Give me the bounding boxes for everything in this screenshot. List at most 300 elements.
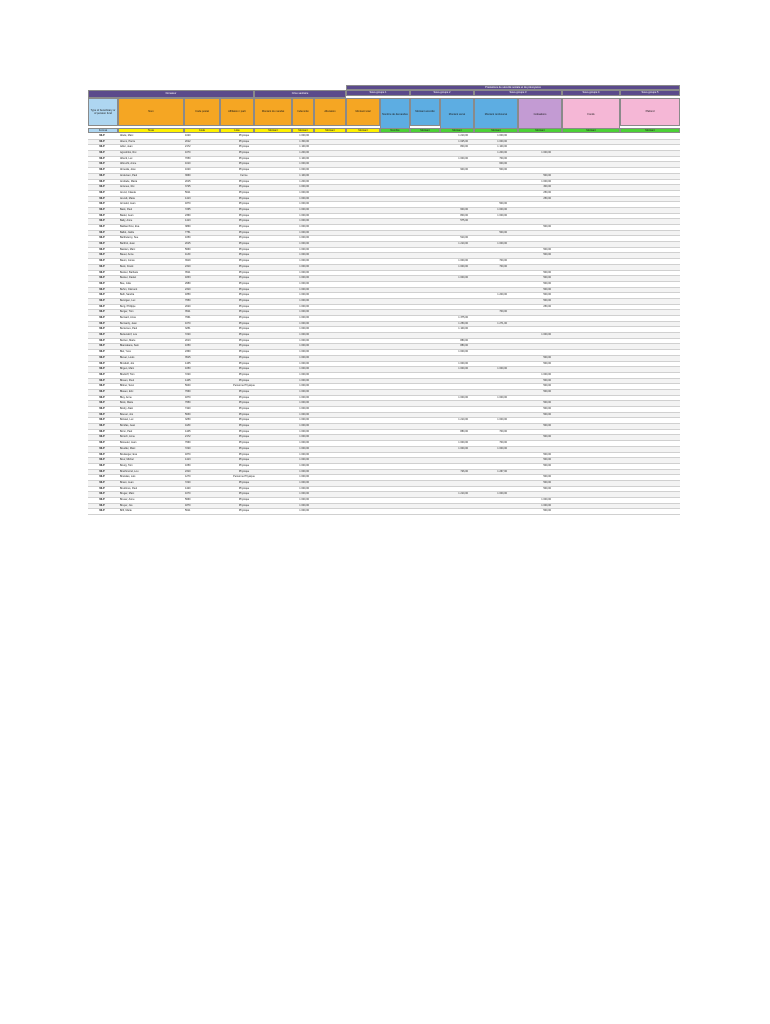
cell-v3 xyxy=(511,236,551,241)
cell-v3 xyxy=(511,157,551,162)
cell-v2: 1 000,00 xyxy=(497,213,507,217)
cell-v2: 1 000,00 xyxy=(497,418,507,422)
cell-v3 xyxy=(511,396,551,401)
col-title-1: Nom xyxy=(118,98,184,126)
cell-v4 xyxy=(607,435,637,440)
cell-party: Physique xyxy=(238,338,250,342)
cell-v4 xyxy=(607,168,637,173)
cell-mand: 1 000,00 xyxy=(299,293,309,297)
cell-v3: 1 000,00 xyxy=(541,179,551,183)
format-cell-4: Montant xyxy=(254,128,292,133)
cell-name: Barthol, Jean xyxy=(120,242,135,246)
cell-v4 xyxy=(607,367,637,372)
cell-kind: MLP xyxy=(99,213,105,217)
table-row xyxy=(88,509,680,515)
cell-v4 xyxy=(607,481,637,486)
cell-party: Physique xyxy=(238,156,250,160)
sub-group-1: Sous-groupe 2 xyxy=(410,90,474,96)
top-banner: Prestations de sécurité sociale et de prévoyance xyxy=(346,85,680,90)
cell-party: Physique xyxy=(238,151,250,155)
cell-kind: MLP xyxy=(99,401,105,405)
cell-name: Borsch, Anne xyxy=(120,435,135,439)
cell-post: 3511 xyxy=(185,310,191,314)
cell-party: Physique xyxy=(238,350,250,354)
cell-name: Albrecht, Anne xyxy=(120,162,137,166)
cell-name: Baldacchino, Eva xyxy=(120,225,140,228)
cell-mand: 1 000,00 xyxy=(299,264,309,268)
cell-party: Physique xyxy=(238,429,250,433)
cell-v1 xyxy=(434,458,468,463)
cell-v4 xyxy=(607,219,637,224)
cell-party: Physique xyxy=(238,287,250,291)
cell-v3: 500,00 xyxy=(543,355,551,359)
col-title-14: Plafond xyxy=(620,98,680,126)
cell-v1 xyxy=(434,282,468,287)
cell-v3: 500,00 xyxy=(543,276,551,280)
cell-v4 xyxy=(607,282,637,287)
cell-kind: MLP xyxy=(99,367,105,371)
cell-mand: 1 000,00 xyxy=(299,310,309,314)
cell-v2: 500,00 xyxy=(499,168,507,172)
cell-kind: MLP xyxy=(99,480,105,484)
cell-kind: MLP xyxy=(99,412,105,416)
cell-v4 xyxy=(607,310,637,315)
cell-kind: MLP xyxy=(99,304,105,308)
cell-v1 xyxy=(434,487,468,492)
cell-kind: MLP xyxy=(99,407,105,410)
cell-mand: 1 000,00 xyxy=(299,367,309,371)
cell-v1 xyxy=(434,379,468,384)
cell-v3: 250,00 xyxy=(543,190,551,194)
cell-post: 5630 xyxy=(185,412,191,416)
cell-v2 xyxy=(473,498,507,503)
cell-post: 7220 xyxy=(185,372,191,376)
cell-v1: 880,00 xyxy=(460,338,468,342)
cell-party: Physique xyxy=(238,361,250,365)
cell-mand: 1 000,00 xyxy=(299,463,309,467)
cell-mand: 1 000,00 xyxy=(299,372,309,376)
cell-kind: MLP xyxy=(99,469,105,473)
cell-kind: MLP xyxy=(99,429,105,433)
cell-party: Physique xyxy=(238,452,250,456)
cell-party: Physique xyxy=(238,469,250,473)
cell-mand: 1 000,00 xyxy=(299,333,309,337)
cell-post: 1413 xyxy=(185,219,191,223)
cell-v4 xyxy=(607,231,637,236)
cell-v2: 1 000,00 xyxy=(497,134,507,137)
cell-name: Bernardy, Jean xyxy=(120,321,137,325)
cell-post: 2310 xyxy=(185,264,191,268)
cell-v2 xyxy=(473,356,507,361)
cell-post: 7050 xyxy=(185,156,191,160)
cell-v3: 500,00 xyxy=(543,435,551,439)
cell-v3: 1 000,00 xyxy=(541,503,551,507)
format-cell-5: Montant xyxy=(292,128,314,133)
cell-name: Back, Paul xyxy=(120,207,132,211)
cell-kind: MLP xyxy=(99,190,105,194)
cell-kind: MLP xyxy=(99,452,105,456)
cell-kind: MLP xyxy=(99,384,105,388)
cell-v1: 800,00 xyxy=(460,213,468,217)
cell-v2 xyxy=(473,225,507,230)
cell-party: Physique xyxy=(238,372,250,376)
cell-name: Arend, Claude xyxy=(120,190,136,194)
cell-name: Becker, Daniel xyxy=(120,276,137,280)
cell-v4 xyxy=(607,430,637,435)
cell-name: Abelé, Marc xyxy=(120,134,134,137)
cell-v1 xyxy=(434,174,468,179)
spreadsheet xyxy=(88,85,680,513)
cell-v1: 1 000,00 xyxy=(458,441,468,445)
cell-v4 xyxy=(607,174,637,179)
cell-v3 xyxy=(511,418,551,423)
cell-v3 xyxy=(511,259,551,264)
cell-mand: 1 000,00 xyxy=(299,162,309,166)
cell-mand: 1 000,00 xyxy=(299,304,309,308)
cell-mand: 1 000,00 xyxy=(299,270,309,274)
cell-v4 xyxy=(607,384,637,389)
cell-name: Ballot, Joëlle xyxy=(120,230,135,234)
cell-name: Bernard, Anne xyxy=(120,316,136,319)
col-title-12: Cotisations xyxy=(518,98,562,131)
cell-v1 xyxy=(434,401,468,406)
cell-post: 7650 xyxy=(185,401,191,405)
cell-mand: 1 000,00 xyxy=(299,407,309,410)
format-cell-9: Montant xyxy=(410,128,440,133)
cell-mand: 1 000,00 xyxy=(299,276,309,280)
cell-v2: 700,00 xyxy=(499,310,507,314)
cell-mand: 1 000,00 xyxy=(299,259,309,263)
format-cell-2: Code xyxy=(184,128,220,133)
cell-v3: 500,00 xyxy=(543,247,551,251)
col-title-11: Montant remboursé xyxy=(474,98,518,131)
cell-v3 xyxy=(511,470,551,475)
cell-kind: MLP xyxy=(99,293,105,297)
cell-v1: 1 000,00 xyxy=(458,361,468,365)
cell-v1 xyxy=(434,271,468,276)
cell-v1: 1 210,00 xyxy=(458,242,468,246)
cell-v2 xyxy=(473,481,507,486)
cell-v3: 300,00 xyxy=(543,185,551,189)
cell-party: Physique xyxy=(238,492,250,496)
format-cell-10: Montant xyxy=(440,128,474,133)
cell-party: Physique xyxy=(238,480,250,484)
cell-kind: MLP xyxy=(99,446,105,450)
cell-name: Brandao, Luis xyxy=(120,475,136,479)
cell-v2: 500,00 xyxy=(499,230,507,234)
cell-v1: 1 000,00 xyxy=(458,276,468,280)
cell-v2 xyxy=(473,344,507,349)
cell-party: Physique xyxy=(238,424,250,428)
cell-v1 xyxy=(434,453,468,458)
cell-v3: 500,00 xyxy=(543,253,551,257)
cell-v3: 500,00 xyxy=(543,412,551,416)
cell-name: Baily, Anne xyxy=(120,219,133,223)
cell-mand: 1 000,00 xyxy=(299,350,309,354)
cell-post: 2015 xyxy=(185,179,191,183)
cell-v4 xyxy=(607,475,637,480)
cell-name: Breyer, Jos xyxy=(120,503,133,507)
cell-v1 xyxy=(434,305,468,310)
group-mid: Crise sanitaire xyxy=(254,90,346,98)
cell-v3: 250,00 xyxy=(543,304,551,308)
cell-name: Bourg, Tom xyxy=(120,463,133,467)
cell-v3 xyxy=(511,219,551,224)
cell-kind: MLP xyxy=(99,475,105,479)
col-title-13: Fonds xyxy=(562,98,620,131)
cell-post: 3251 xyxy=(185,327,191,331)
cell-v3 xyxy=(511,202,551,207)
cell-v3 xyxy=(511,447,551,452)
cell-party: Physique xyxy=(238,407,250,410)
cell-kind: MLP xyxy=(99,253,105,257)
cell-v4 xyxy=(607,197,637,202)
cell-v1: 726,00 xyxy=(460,469,468,473)
cell-v4 xyxy=(607,145,637,150)
cell-v1: 1 000,00 xyxy=(458,367,468,371)
cell-post: 1020 xyxy=(185,168,191,172)
cell-mand: 1 200,00 xyxy=(299,179,309,183)
cell-kind: MLP xyxy=(99,344,105,348)
cell-mand: 1 000,00 xyxy=(299,498,309,501)
cell-name: Andersen, Paul xyxy=(120,173,138,177)
cell-v4 xyxy=(607,140,637,145)
cell-post: 3860 xyxy=(185,225,191,228)
cell-kind: MLP xyxy=(99,202,105,206)
cell-party: Physique xyxy=(238,179,250,183)
cell-name: Becker, Barbara xyxy=(120,270,138,274)
cell-name: Arendt, Marie xyxy=(120,196,136,200)
cell-v3: 500,00 xyxy=(543,270,551,274)
cell-post: 1413 xyxy=(185,458,191,462)
cell-name: Boissel, Luc xyxy=(120,418,134,422)
cell-mand: 1 000,00 xyxy=(299,287,309,291)
cell-v4 xyxy=(607,236,637,241)
cell-kind: MLP xyxy=(99,139,105,143)
cell-v3 xyxy=(511,350,551,355)
cell-post: 7220 xyxy=(185,480,191,484)
cell-post: 2172 xyxy=(185,145,191,149)
cell-kind: MLP xyxy=(99,219,105,223)
cell-post: 2172 xyxy=(185,435,191,439)
cell-post: 5611 xyxy=(185,509,191,513)
cell-party: Physique xyxy=(238,321,250,325)
cell-mand: 1 000,00 xyxy=(299,230,309,234)
cell-post: 2360 xyxy=(185,213,191,217)
cell-name: Andrade, Maria xyxy=(120,179,138,183)
cell-party: Physique xyxy=(238,509,250,513)
cell-kind: MLP xyxy=(99,173,105,177)
cell-v3 xyxy=(511,208,551,213)
cell-v3: 500,00 xyxy=(543,389,551,393)
cell-party: Physique xyxy=(238,378,250,382)
cell-v4 xyxy=(607,424,637,429)
cell-mand: 1 000,00 xyxy=(299,281,309,285)
cell-kind: MLP xyxy=(99,498,105,501)
cell-name: Bemtgen, Luc xyxy=(120,298,136,302)
cell-v1 xyxy=(434,407,468,412)
cell-kind: MLP xyxy=(99,281,105,285)
cell-party: Physique xyxy=(238,395,250,399)
cell-kind: MLP xyxy=(99,242,105,246)
cell-v2: 1 200,00 xyxy=(497,151,507,155)
cell-party: Physique xyxy=(238,486,250,490)
cell-mand: 1 000,00 xyxy=(299,424,309,428)
cell-v2: 700,00 xyxy=(499,429,507,433)
cell-mand: 1 000,00 xyxy=(299,168,309,172)
cell-post: 1445 xyxy=(185,429,191,433)
cell-v2 xyxy=(473,236,507,241)
cell-v4 xyxy=(607,396,637,401)
cell-v1: 900,00 xyxy=(460,168,468,172)
cell-v1 xyxy=(434,509,468,514)
cell-v1 xyxy=(434,288,468,293)
cell-v4 xyxy=(607,413,637,418)
cell-post: 7650 xyxy=(185,298,191,302)
cell-v2 xyxy=(473,185,507,190)
cell-v3 xyxy=(511,162,551,167)
cell-mand: 1 000,00 xyxy=(299,225,309,228)
cell-kind: MLP xyxy=(99,463,105,467)
cell-kind: MLP xyxy=(99,310,105,314)
cell-v4 xyxy=(607,498,637,503)
cell-v2 xyxy=(473,219,507,224)
cell-v4 xyxy=(607,276,637,281)
cell-kind: MLP xyxy=(99,361,105,365)
col-title-0: Type of beneficiary or of pension fund xyxy=(88,98,118,126)
cell-v3: 500,00 xyxy=(543,452,551,456)
cell-v4 xyxy=(607,441,637,446)
cell-v2 xyxy=(473,271,507,276)
cell-party: Physique xyxy=(238,316,250,319)
cell-post: 2013 xyxy=(185,338,191,342)
cell-party: Physique xyxy=(238,207,250,211)
cell-kind: MLP xyxy=(99,389,105,393)
cell-v3: 1 000,00 xyxy=(541,151,551,155)
cell-name: Bour, Michel xyxy=(120,458,134,462)
cell-kind: MLP xyxy=(99,230,105,234)
cell-party: Physique xyxy=(238,139,250,143)
cell-v2: 700,00 xyxy=(499,441,507,445)
cell-v3 xyxy=(511,145,551,150)
cell-v2 xyxy=(473,458,507,463)
cell-name: Agostinho, Rui xyxy=(120,151,137,155)
cell-party: Physique xyxy=(238,168,250,172)
cell-v4 xyxy=(607,407,637,412)
cell-v3 xyxy=(511,430,551,435)
cell-name: Birgen, Marc xyxy=(120,367,135,371)
cell-post: 5640 xyxy=(185,384,191,388)
cell-party: Physique xyxy=(238,446,250,450)
cell-v4 xyxy=(607,487,637,492)
cell-post: 1833 xyxy=(185,276,191,280)
cell-mand: 1 100,00 xyxy=(299,156,309,160)
cell-v4 xyxy=(607,362,637,367)
col-title-6: Allocation xyxy=(314,98,346,126)
cell-party: Physique xyxy=(238,213,250,217)
cell-name: Bissen, Paul xyxy=(120,378,134,382)
cell-party: Physique xyxy=(238,162,250,166)
cell-post: 5611 xyxy=(185,190,191,194)
cell-post: 7220 xyxy=(185,446,191,450)
col-title-2: Code postal xyxy=(184,98,220,126)
cell-name: Antunes, Rui xyxy=(120,185,135,189)
cell-mand: 1 000,00 xyxy=(299,338,309,342)
cell-mand: 1 000,00 xyxy=(299,441,309,445)
cell-v1 xyxy=(434,293,468,298)
cell-name: Biel, Yves xyxy=(120,350,131,354)
cell-post: 1435 xyxy=(185,361,191,365)
cell-name: Biever, Louis xyxy=(120,355,135,359)
cell-mand: 1 000,00 xyxy=(299,361,309,365)
cell-v1 xyxy=(434,151,468,156)
cell-mand: 1 000,00 xyxy=(299,196,309,200)
cell-mand: 1 000,00 xyxy=(299,480,309,484)
cell-party: Physique xyxy=(238,247,250,251)
cell-party: Physique xyxy=(238,298,250,302)
cell-v2 xyxy=(473,435,507,440)
cell-v3 xyxy=(511,322,551,327)
cell-mand: 1 000,00 xyxy=(299,458,309,462)
cell-kind: MLP xyxy=(99,458,105,462)
cell-party: Physique xyxy=(238,196,250,200)
cell-v3: 500,00 xyxy=(543,475,551,479)
format-cell-13: Montant xyxy=(562,128,620,133)
cell-v4 xyxy=(607,316,637,321)
cell-v3 xyxy=(511,242,551,247)
cell-v4 xyxy=(607,191,637,196)
cell-mand: 1 000,00 xyxy=(299,452,309,456)
cell-v3 xyxy=(511,168,551,173)
cell-post: 1050 xyxy=(185,236,191,240)
cell-v3: 500,00 xyxy=(543,486,551,490)
cell-v2 xyxy=(473,327,507,332)
cell-name: Boudler, Marc xyxy=(120,446,136,450)
cell-v3: 500,00 xyxy=(543,407,551,410)
sub-group-2: Sous-groupe 3 xyxy=(474,90,562,96)
cell-post: 1070 xyxy=(185,151,191,155)
cell-v4 xyxy=(607,202,637,207)
cell-v1 xyxy=(434,180,468,185)
col-title-7: Montant total xyxy=(346,98,380,126)
cell-v2 xyxy=(473,191,507,196)
cell-kind: MLP xyxy=(99,179,105,183)
cell-v1: 575,00 xyxy=(460,219,468,223)
cell-name: Bisdorff, Tom xyxy=(120,372,135,376)
cell-v1: 1 000,00 xyxy=(458,395,468,399)
cell-v4 xyxy=(607,356,637,361)
cell-v3: 250,00 xyxy=(543,196,551,200)
cell-v4 xyxy=(607,305,637,310)
cell-kind: MLP xyxy=(99,151,105,155)
cell-v4 xyxy=(607,322,637,327)
cell-mand: 1 000,00 xyxy=(299,219,309,223)
cell-v4 xyxy=(607,259,637,264)
cell-v2: 1 000,00 xyxy=(497,367,507,371)
cell-party: Physique xyxy=(238,458,250,462)
cell-v4 xyxy=(607,185,637,190)
cell-post: 1180 xyxy=(185,424,191,428)
cell-mand: 1 000,00 xyxy=(299,503,309,507)
cell-name: Bosseler, Jean xyxy=(120,441,137,445)
cell-v1 xyxy=(434,225,468,230)
cell-v2 xyxy=(473,253,507,258)
cell-v3: 500,00 xyxy=(543,281,551,285)
cell-kind: MLP xyxy=(99,435,105,439)
cell-v1: 1 000,00 xyxy=(458,264,468,268)
cell-name: Behm, Clément xyxy=(120,287,138,291)
cell-v2 xyxy=(473,197,507,202)
